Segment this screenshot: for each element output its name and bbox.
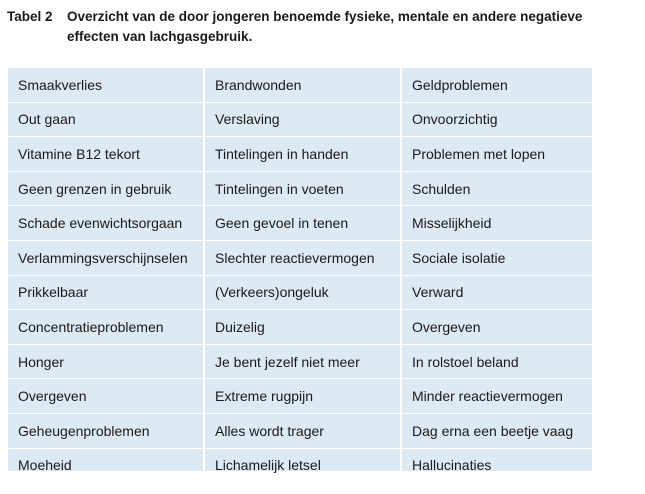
table-row <box>8 102 592 137</box>
table-cell: Vitamine B12 tekort <box>8 137 204 172</box>
table-cell: Misselijkheid <box>412 215 492 232</box>
table-cell: Hallucinaties <box>412 457 492 474</box>
table-cell: Geen gevoel in tenen <box>204 206 401 241</box>
table-row <box>8 379 592 414</box>
table-cell: Geldproblemen <box>412 76 508 93</box>
table-cell: Tintelingen in voeten <box>204 171 401 206</box>
table-cell: Overgeven <box>8 379 204 414</box>
table-cell: Lichamelijk letsel <box>204 448 401 482</box>
table-cell: Schulden <box>412 180 471 197</box>
table-cell: Extreme rugpijn <box>204 379 401 414</box>
table-cell: Duizelig <box>204 310 401 345</box>
effects-table-container <box>8 68 592 474</box>
table-cell: Verslaving <box>204 102 401 137</box>
effects-table-body <box>8 68 592 482</box>
table-row <box>8 206 592 241</box>
table-caption-label: Tabel 2 <box>7 9 53 24</box>
table-cell: Minder reactievermogen <box>412 388 563 405</box>
table-row <box>8 68 592 102</box>
table-cell: Prikkelbaar <box>8 275 204 310</box>
table-cell: In rolstoel beland <box>412 353 519 370</box>
table-caption <box>7 7 637 47</box>
effects-table <box>8 68 592 482</box>
table-row <box>8 137 592 172</box>
table-row <box>8 310 592 345</box>
table-cell: Sociale isolatie <box>412 249 506 266</box>
table-row <box>8 448 592 482</box>
table-cell: Geheugenproblemen <box>8 413 204 448</box>
table-row <box>8 344 592 379</box>
table-cell: Verlammingsverschijnselen <box>8 240 204 275</box>
table-cell: Verward <box>412 284 464 301</box>
table-cell: Problemen met lopen <box>412 145 546 162</box>
table-cell: Out gaan <box>8 102 204 137</box>
table-row <box>8 171 592 206</box>
table-cell: Je bent jezelf niet meer <box>204 344 401 379</box>
table-cell: Moeheid <box>8 448 204 482</box>
table-cell: Tintelingen in handen <box>204 137 401 172</box>
table-cell: Smaakverlies <box>8 68 204 102</box>
table-cell: Brandwonden <box>204 68 401 102</box>
table-cell: (Verkeers)ongeluk <box>204 275 401 310</box>
table-cell: Onvoorzichtig <box>412 111 498 128</box>
table-cell: Concentratieproblemen <box>8 310 204 345</box>
table-cell: Overgeven <box>412 318 481 335</box>
table-cell: Dag erna een beetje vaag <box>412 422 574 439</box>
table-cell: Schade evenwichtsorgaan <box>8 206 204 241</box>
table-cell: Honger <box>8 344 204 379</box>
table-row <box>8 240 592 275</box>
table-cell: Alles wordt trager <box>204 413 401 448</box>
table-cell: Geen grenzen in gebruik <box>8 171 204 206</box>
table-cell: Slechter reactievermogen <box>204 240 401 275</box>
table-row <box>8 275 592 310</box>
table-caption-title: Overzicht van de door jongeren benoemde fysieke, mentale en andere negatieve effecten van lachgasgebruik. <box>67 9 583 44</box>
table-row <box>8 413 592 448</box>
